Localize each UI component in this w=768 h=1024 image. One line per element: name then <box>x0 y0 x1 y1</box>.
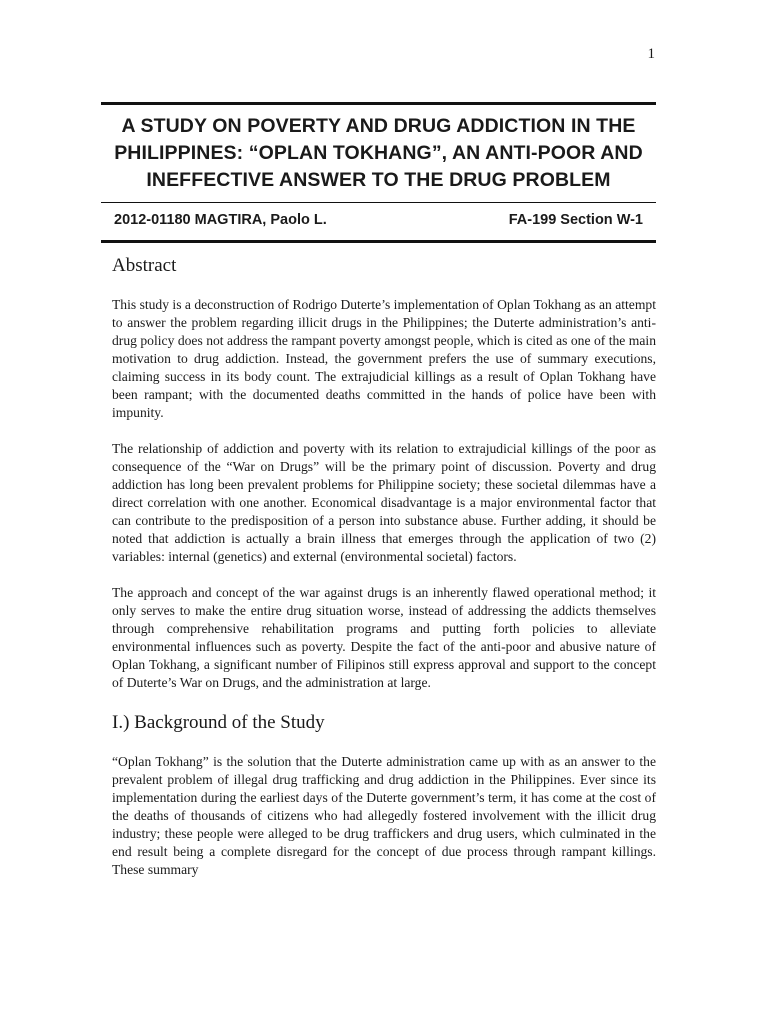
background-paragraph: “Oplan Tokhang” is the solution that the Duterte administration came up with as an answer to the prevalent problem of illegal drug trafficking and drug addiction in the Philippines. Ever since its implementation during the earliest days of the Duterte government’s term, it has come at the cost of the deaths of thousands of citizens who had allegedly fostered involvement with the illicit drug industry; these people were alleged to be drug traffickers and drug users, which culminated in the end result being a complete disregard for the concept of due process through rampant killings. These summary <box>112 754 656 877</box>
title-top-rule <box>101 102 656 105</box>
course-section: FA-199 Section W-1 <box>508 212 643 228</box>
paper-title: A STUDY ON POVERTY AND DRUG ADDICTION IN THE PHILIPPINES: “OPLAN TOKHANG”, AN ANTI-POOR AND INEFFECTIVE ANSWER TO THE DRUG PROBLEM <box>114 115 643 191</box>
abstract-heading: Abstract <box>112 255 177 276</box>
abstract-paragraph: This study is a deconstruction of Rodrigo Duterte’s implementation of Oplan Tokhang as an attempt to answer the problem regarding illicit drugs in the Philippines; the Duterte administration’s anti-drug policy does not address the rampant poverty amongst people, which is cited as one of the main motivation to drug addiction. Instead, the government prefers the use of summary executions, claiming success in its body count. The extrajudicial killings as a result of Oplan Tokhang have been rampant; with the documented deaths committed in the hands of police have been with impunity. <box>112 297 656 420</box>
page-number: 1 <box>647 46 655 62</box>
author-line <box>101 203 656 240</box>
paper-body <box>112 255 656 897</box>
author-name: 2012-01180 MAGTIRA, Paolo L. <box>114 212 327 228</box>
abstract-paragraph: The relationship of addiction and poverty with its relation to extrajudicial killings of the poor as consequence of the “War on Drugs” will be the primary point of discussion. Poverty and drug addiction has long been prevalent problems for Philippine society; these societal dilemmas have a direct correlation with one another. Economical disadvantage is a major environmental factor that can contribute to the predisposition of a person into substance abuse. Further adding, it should be noted that addiction is actually a brain illness that emerges through the application of two (2) variables: internal (genetics) and external (environmental societal) factors. <box>112 441 656 564</box>
title-bottom-rule <box>101 240 656 243</box>
title-block <box>101 102 656 243</box>
section-heading-background: I.) Background of the Study <box>112 712 325 733</box>
abstract-paragraph: The approach and concept of the war against drugs is an inherently flawed operational method; it only serves to make the entire drug situation worse, instead of addressing the addicts themselves through comprehensive rehabilitation programs and putting forth policies to alleviate environmental influences such as poverty. Despite the fact of the anti-poor and abusive nature of Oplan Tokhang, a significant number of Filipinos still express approval and support to the concept of Duterte’s War on Drugs, and the administration at large. <box>112 585 656 690</box>
